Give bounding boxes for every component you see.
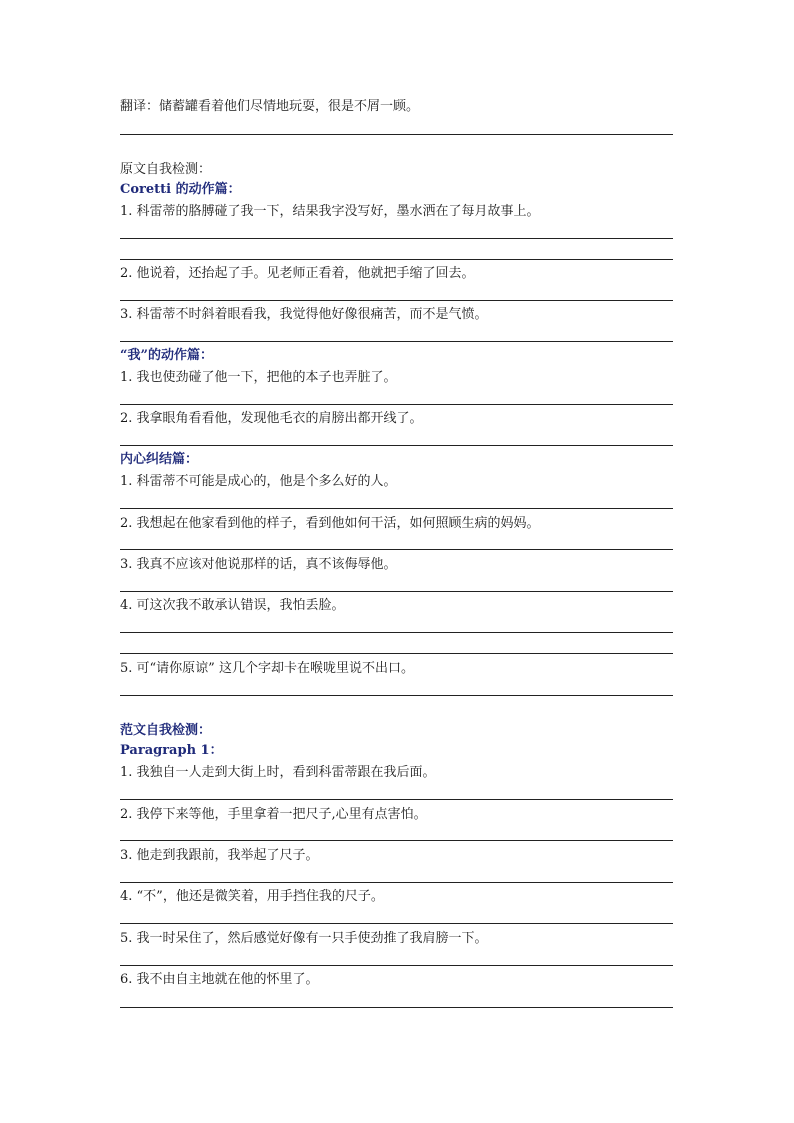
paragraph1-item-5: 5. 我一时呆住了，然后感觉好像有一只手使劲推了我肩膀一下。 <box>120 931 488 946</box>
inner-item-1: 1. 科雷蒂不可能是成心的，他是个多么好的人。 <box>120 474 397 489</box>
paragraph1-item-4: 4. “不”，他还是微笑着，用手挡住我的尺子。 <box>120 889 384 904</box>
answer-line <box>120 965 673 966</box>
me-item-1: 1. 我也使劲碰了他一下，把他的本子也弄脏了。 <box>120 370 397 385</box>
coretti-item-3: 3. 科雷蒂不时斜着眼看我，我觉得他好像很痛苦，而不是气愤。 <box>120 307 488 322</box>
answer-line <box>120 300 673 301</box>
paragraph1-item-2: 2. 我停下来等他，手里拿着一把尺子,心里有点害怕。 <box>120 807 427 822</box>
answer-line <box>120 1007 673 1008</box>
answer-line <box>120 508 673 509</box>
answer-line <box>120 591 673 592</box>
answer-line <box>120 695 673 696</box>
inner-section-title: 内心纠结篇： <box>120 452 199 467</box>
answer-line <box>120 799 673 800</box>
coretti-section-title: Coretti 的动作篇： <box>120 182 241 197</box>
answer-line <box>120 259 673 260</box>
paragraph1-item-6: 6. 我不由自主地就在他的怀里了。 <box>120 972 319 987</box>
me-item-2: 2. 我拿眼角看看他，发现他毛衣的肩膀出都开线了。 <box>120 411 423 426</box>
answer-line <box>120 341 673 342</box>
inner-item-4: 4. 可这次我不敢承认错误，我怕丢脸。 <box>120 598 345 613</box>
answer-line <box>120 134 673 135</box>
answer-line <box>120 238 673 239</box>
coretti-item-2: 2. 他说着，还抬起了手。见老师正看着，他就把手缩了回去。 <box>120 266 475 281</box>
inner-item-5: 5. 可“请你原谅” 这几个字却卡在喉咙里说不出口。 <box>120 661 414 676</box>
answer-line <box>120 923 673 924</box>
answer-line <box>120 632 673 633</box>
inner-item-2: 2. 我想起在他家看到他的样子，看到他如何干活，如何照顾生病的妈妈。 <box>120 516 540 531</box>
worksheet-page <box>120 0 673 1123</box>
model-check-title: 范文自我检测： <box>120 723 212 738</box>
paragraph1-title: Paragraph 1： <box>120 743 223 758</box>
answer-line <box>120 445 673 446</box>
translation-text: 翻译：储蓄罐看着他们尽情地玩耍，很是不屑一顾。 <box>120 99 420 114</box>
paragraph1-item-3: 3. 他走到我跟前，我举起了尺子。 <box>120 848 319 863</box>
coretti-item-1: 1. 科雷蒂的胳膊碰了我一下，结果我字没写好，墨水洒在了每月故事上。 <box>120 204 540 219</box>
inner-item-3: 3. 我真不应该对他说那样的话，真不该侮辱他。 <box>120 557 397 572</box>
paragraph1-item-1: 1. 我独自一人走到大街上时，看到科雷蒂跟在我后面。 <box>120 765 436 780</box>
original-check-title: 原文自我检测： <box>120 162 212 177</box>
answer-line <box>120 840 673 841</box>
answer-line <box>120 882 673 883</box>
answer-line <box>120 653 673 654</box>
answer-line <box>120 404 673 405</box>
me-section-title: “我”的动作篇： <box>120 348 213 363</box>
answer-line <box>120 549 673 550</box>
